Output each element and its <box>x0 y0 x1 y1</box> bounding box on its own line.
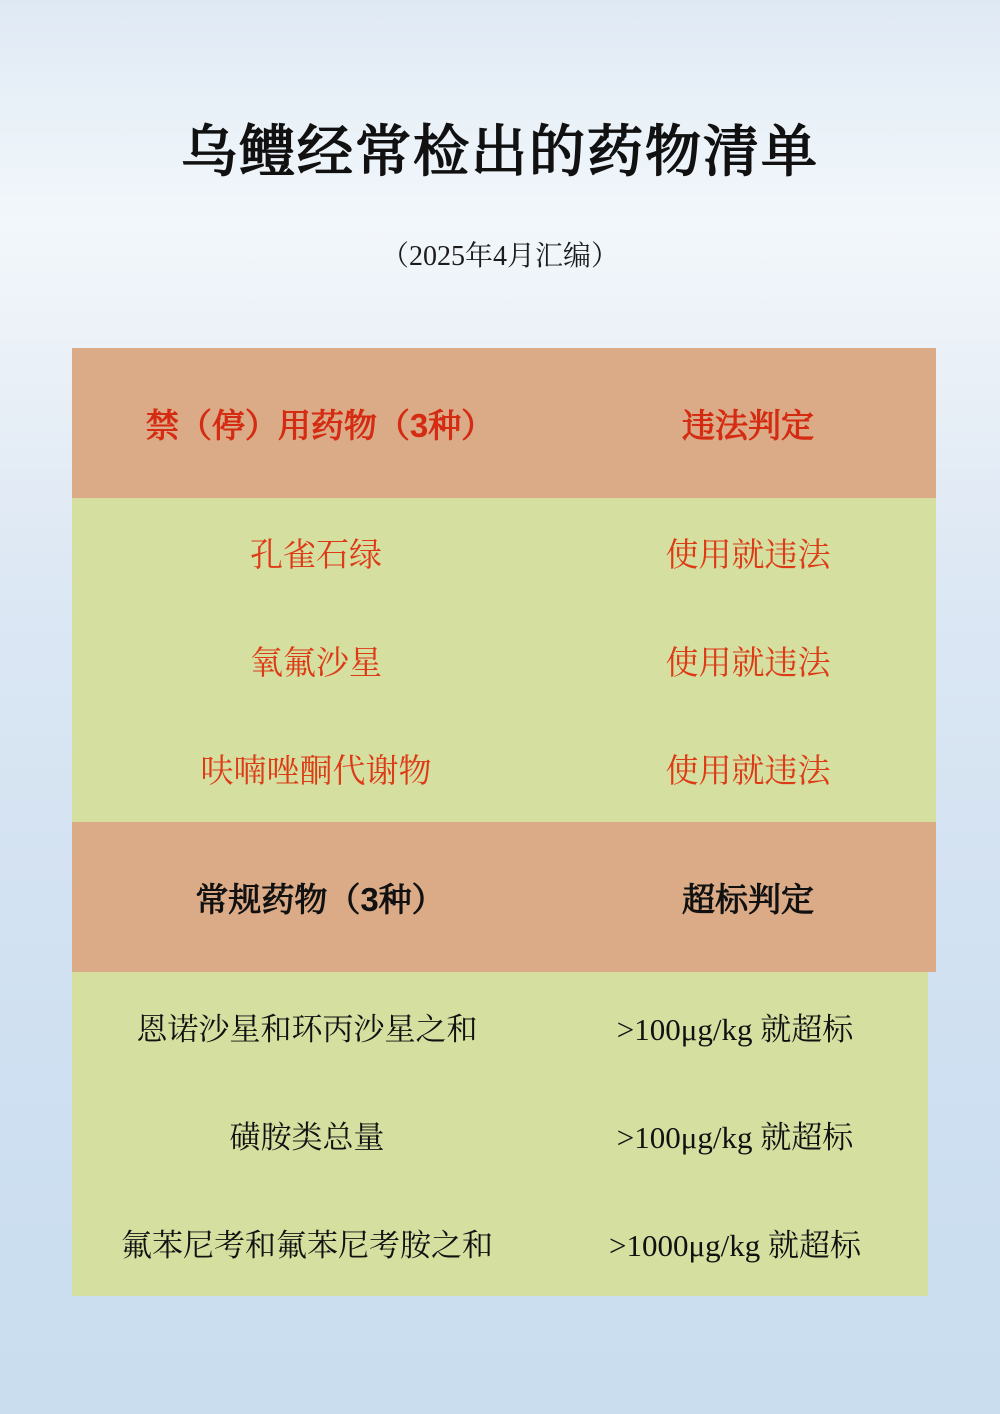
table-row <box>72 1080 928 1188</box>
drug-name: 磺胺类总量 <box>72 1080 542 1188</box>
table-row <box>72 606 936 714</box>
drug-name: 恩诺沙星和环丙沙星之和 <box>72 972 542 1080</box>
drug-rule: >1000μg/kg 就超标 <box>542 1188 928 1296</box>
section-header-banned <box>72 348 936 498</box>
drug-rule: >100μg/kg 就超标 <box>542 1080 928 1188</box>
drug-name: 氧氟沙星 <box>72 606 560 714</box>
table-row <box>72 498 936 606</box>
drug-rule: 使用就违法 <box>560 498 936 606</box>
drug-rule: 使用就违法 <box>560 714 936 822</box>
table-row <box>72 972 928 1080</box>
drug-rule: >100μg/kg 就超标 <box>542 972 928 1080</box>
section-regular-title <box>72 822 560 972</box>
section-banned-rule-title-text: 违法判定 <box>682 406 814 444</box>
drug-rule: 使用就违法 <box>560 606 936 714</box>
section-regular-title-text: 常规药物（3种） <box>195 880 445 918</box>
drug-name: 孔雀石绿 <box>72 498 560 606</box>
section-banned-title <box>72 348 560 498</box>
section-banned-rule-title <box>560 348 936 498</box>
drug-table <box>72 348 936 972</box>
drug-table-container <box>72 348 928 1296</box>
section-regular-rule-title <box>560 822 936 972</box>
section-regular-rule-title-text: 超标判定 <box>682 880 814 918</box>
drug-table-regular <box>72 972 928 1296</box>
drug-name: 呋喃唑酮代谢物 <box>72 714 560 822</box>
table-row <box>72 1188 928 1296</box>
section-header-regular <box>72 822 936 972</box>
table-row <box>72 714 936 822</box>
page-title: 乌鳢经常检出的药物清单 <box>181 120 819 183</box>
drug-name: 氟苯尼考和氟苯尼考胺之和 <box>72 1188 542 1296</box>
page-subtitle: （2025年4月汇编） <box>380 241 619 272</box>
section-banned-title-text: 禁（停）用药物（3种） <box>145 406 495 444</box>
